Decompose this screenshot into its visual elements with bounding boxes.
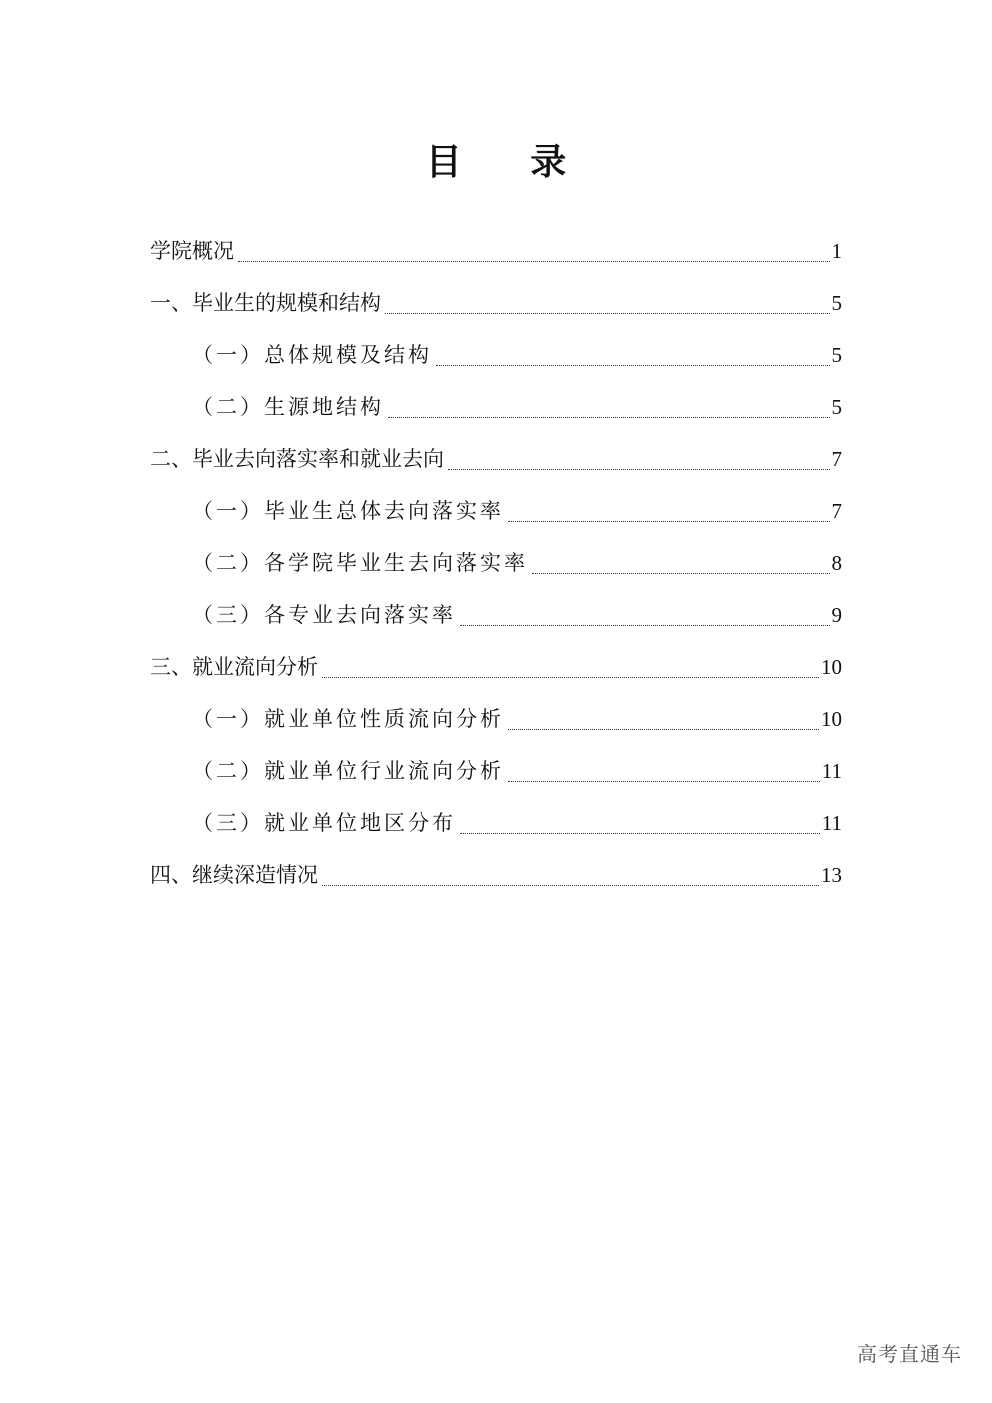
toc-entry-page: 5 (831, 395, 842, 419)
toc-leader-dots (322, 676, 819, 678)
toc-leader-dots (388, 416, 830, 418)
toc-leader-dots (460, 832, 820, 834)
toc-subentry[interactable] (150, 537, 842, 589)
toc-entry-label: （二）各学院毕业生去向落实率 (192, 551, 528, 575)
toc-leader-dots (508, 728, 819, 730)
toc-entry-page: 10 (821, 655, 842, 679)
table-of-contents (150, 225, 842, 901)
toc-subentry[interactable] (150, 745, 842, 797)
toc-entry-page: 13 (821, 863, 842, 887)
toc-entry-label: （一）毕业生总体去向落实率 (192, 499, 504, 523)
toc-entry[interactable] (150, 225, 842, 277)
toc-entry-label: 三、就业流向分析 (150, 655, 318, 679)
toc-entry-label: （二）就业单位行业流向分析 (192, 759, 504, 783)
toc-entry-label: 一、毕业生的规模和结构 (150, 291, 381, 315)
toc-entry-label: （一）就业单位性质流向分析 (192, 707, 504, 731)
toc-entry-page: 7 (831, 447, 842, 471)
toc-leader-dots (322, 884, 819, 886)
toc-leader-dots (238, 260, 830, 262)
toc-entry-label: 学院概况 (150, 239, 234, 263)
toc-entry[interactable] (150, 277, 842, 329)
toc-leader-dots (436, 364, 830, 366)
toc-entry-page: 9 (831, 603, 842, 627)
toc-subentry[interactable] (150, 485, 842, 537)
toc-entry-label: 二、毕业去向落实率和就业去向 (150, 447, 444, 471)
watermark: 高考直通车 (857, 1342, 962, 1366)
toc-entry-label: （二）生源地结构 (192, 395, 384, 419)
toc-entry-page: 5 (831, 343, 842, 367)
toc-entry-page: 5 (831, 291, 842, 315)
toc-leader-dots (448, 468, 830, 470)
toc-entry-label: （三）各专业去向落实率 (192, 603, 456, 627)
toc-leader-dots (460, 624, 830, 626)
toc-entry[interactable] (150, 433, 842, 485)
toc-leader-dots (508, 780, 820, 782)
toc-entry-page: 1 (831, 239, 842, 263)
toc-subentry[interactable] (150, 693, 842, 745)
toc-entry-page: 10 (821, 707, 842, 731)
toc-entry-page: 11 (821, 759, 842, 783)
toc-leader-dots (532, 572, 830, 574)
toc-entry-page: 7 (831, 499, 842, 523)
toc-entry[interactable] (150, 849, 842, 901)
toc-subentry[interactable] (150, 589, 842, 641)
toc-entry-label: 四、继续深造情况 (150, 863, 318, 887)
page-title: 目 录 (425, 141, 595, 183)
toc-entry-page: 11 (821, 811, 842, 835)
toc-leader-dots (385, 312, 830, 314)
toc-subentry[interactable] (150, 797, 842, 849)
toc-subentry[interactable] (150, 381, 842, 433)
toc-entry-label: （一）总体规模及结构 (192, 343, 432, 367)
toc-entry-page: 8 (831, 551, 842, 575)
toc-entry[interactable] (150, 641, 842, 693)
toc-entry-label: （三）就业单位地区分布 (192, 811, 456, 835)
toc-leader-dots (508, 520, 830, 522)
toc-subentry[interactable] (150, 329, 842, 381)
